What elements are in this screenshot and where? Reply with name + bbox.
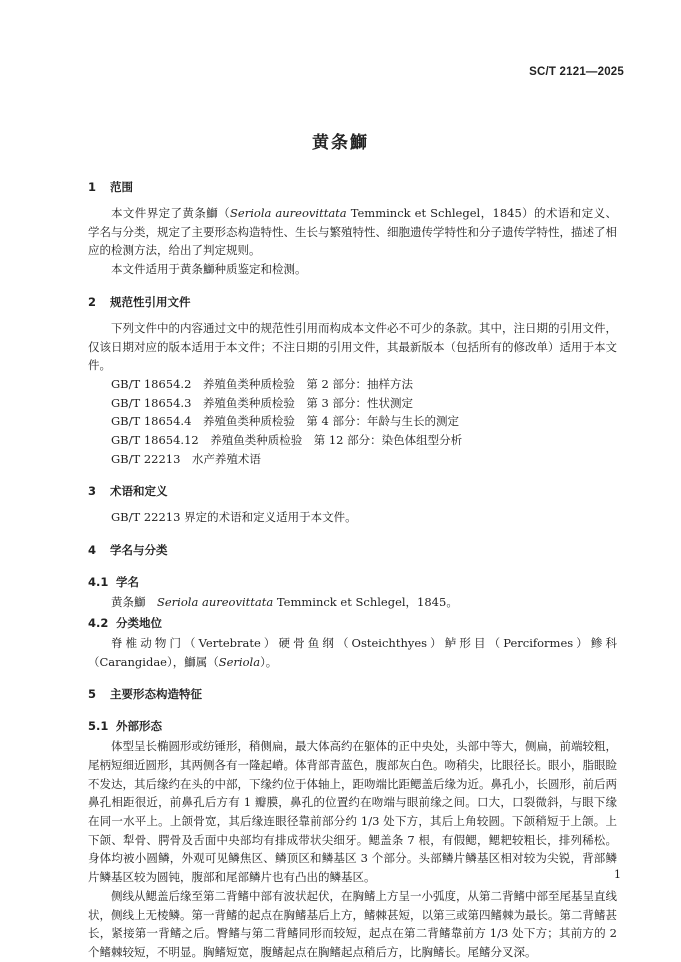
section-number: 5 — [88, 687, 97, 702]
scope-paragraph-2: 本文件适用于黄条鰤种质鉴定和检测。 — [111, 262, 307, 277]
reference-item: GB/T 22213 水产养殖术语 — [111, 451, 261, 466]
subsection-5-1-heading — [88, 715, 617, 737]
references-intro: 下列文件中的内容通过文中的规范性引用而构成本文件必不可少的条款。其中，注日期的引用文件，仅该日期对应的版本适用于本文件；不注日期的引用文件，其最新版本（包括所有的修改单）适用于本文件。 — [88, 320, 617, 373]
reference-item: GB/T 18654.2 养殖鱼类种质检验 第 2 部分：抽样方法 — [111, 376, 414, 391]
latin-name: Seriola aureovittata — [157, 595, 274, 610]
section-number: 4 — [88, 543, 97, 558]
section-title: 规范性引用文件 — [110, 294, 191, 309]
subsection-number: 4.1 — [88, 575, 109, 590]
reference-item: GB/T 18654.4 养殖鱼类种质检验 第 4 部分：年龄与生长的测定 — [111, 414, 460, 429]
reference-item: GB/T 18654.12 养殖鱼类种质检验 第 12 部分：染色体组型分析 — [111, 433, 463, 448]
subsection-title: 学名 — [116, 575, 139, 590]
section-1-heading — [88, 176, 617, 198]
section-5-heading — [88, 683, 617, 705]
text-run: Temminck et Schlegel，1845。 — [273, 595, 458, 610]
scope-paragraph-1 — [88, 204, 617, 260]
terms-paragraph: GB/T 22213 界定的术语和定义适用于本文件。 — [111, 510, 357, 525]
reference-item: GB/T 18654.3 养殖鱼类种质检验 第 3 部分：性状测定 — [111, 395, 414, 410]
subsection-number: 5.1 — [88, 719, 109, 734]
text-run: 脊椎动物门（Vertebrate）硬骨鱼纲（Osteichthyes）鲈形目（Perciformes）鲹科（Carangidae），鰤属（ — [88, 635, 617, 669]
text-run: 黄条鰤 — [111, 595, 157, 610]
section-3-heading — [88, 480, 617, 502]
document-title: 黄条鰤 — [312, 133, 369, 153]
text-run: 本文件界定了黄条鰤（ — [111, 206, 231, 220]
subsection-4-2-heading — [88, 612, 617, 634]
section-2-heading — [88, 291, 617, 313]
section-number: 2 — [88, 294, 97, 309]
morphology-paragraph-1: 体型呈长椭圆形或纺锤形，稍侧扁，最大体高约在躯体的正中央处，头部中等大，侧扁，前端较粗，尾柄短细近圆形，其两侧各有一隆起嵴。体背部青蓝色，腹部灰白色。吻稍尖，比眼径长。眼小，脂眼睑不发达，其后缘约在头的中部，下缘约位于体轴上，距吻端比距鳃盖后缘为近。鼻孔小，长圆形，前后两鼻孔相距很近，前鼻孔后方有 1 瓣膜，鼻孔的位置约在吻端与眼前缘之间。口大，口裂微斜，与眼下缘在同一水平上。上颌骨宽，其后缘连眼径靠前部分约 1/3 处下方，其后上角较圆。下颌稍短于上颌。上下颌、犁骨、腭骨及舌面中央部均有排成带状尖细牙。鳃盖条 7 根，有假鳃，鳃耙较粗长，排列稀松。身体均被小圆鳞，外观可见鳞焦区、鳞顶区和鳞基区 3 个部分。头部鳞片鳞基区相对较为尖锐，背部鳞片鳞基区较为圆钝，腹部和尾部鳞片也有凸出的鳞基区。 — [88, 739, 617, 885]
latin-name: Seriola — [218, 654, 261, 669]
section-title: 范围 — [110, 180, 133, 194]
text-run: ）。 — [260, 654, 278, 669]
subsection-title: 分类地位 — [116, 615, 162, 630]
subsection-4-1-heading — [88, 571, 617, 593]
subsection-number: 4.2 — [88, 615, 109, 630]
subsection-title: 外部形态 — [116, 719, 162, 734]
section-number: 1 — [88, 180, 97, 194]
document-body — [88, 176, 617, 962]
latin-name: Seriola aureovittata — [230, 206, 347, 220]
section-4-heading — [88, 539, 617, 561]
taxonomy-paragraph — [88, 634, 617, 671]
scientific-name — [88, 593, 617, 612]
section-title: 术语和定义 — [110, 484, 168, 499]
page-number: 1 — [614, 868, 621, 881]
morphology-paragraph-2: 侧线从鳃盖后缘至第二背鳍中部有波状起伏，在胸鳍上方呈一小弧度，从第二背鳍中部至尾基呈直线状，侧线上无棱鳞。第一背鳍的起点在胸鳍基后上方，鳍棘甚短，以第三或第四鳍棘为最长。第二背鳍甚长，紧接第一背鳍之后。臀鳍与第二背鳍同形而较短，起点在第二背鳍靠前方 1/3 处下方；其前方的 2 个鳍棘较短，不明显。胸鳍短宽，腹鳍起点在胸鳍起点稍后方，比胸鳍长。尾鳍分叉深。 — [88, 888, 617, 959]
text-run: Temminck et Schlegel，1845）的术语和定义、学名与分类，规定了主要形态构造特性、生长与繁殖特性、细胞遗传学特性和分子遗传学特性，描述了相应的检测方法，给出了判定规则。 — [88, 206, 617, 258]
standard-code: SC/T 2121—2025 — [529, 66, 624, 78]
section-number: 3 — [88, 484, 97, 499]
section-title: 学名与分类 — [110, 543, 168, 558]
section-title: 主要形态构造特征 — [110, 687, 202, 702]
